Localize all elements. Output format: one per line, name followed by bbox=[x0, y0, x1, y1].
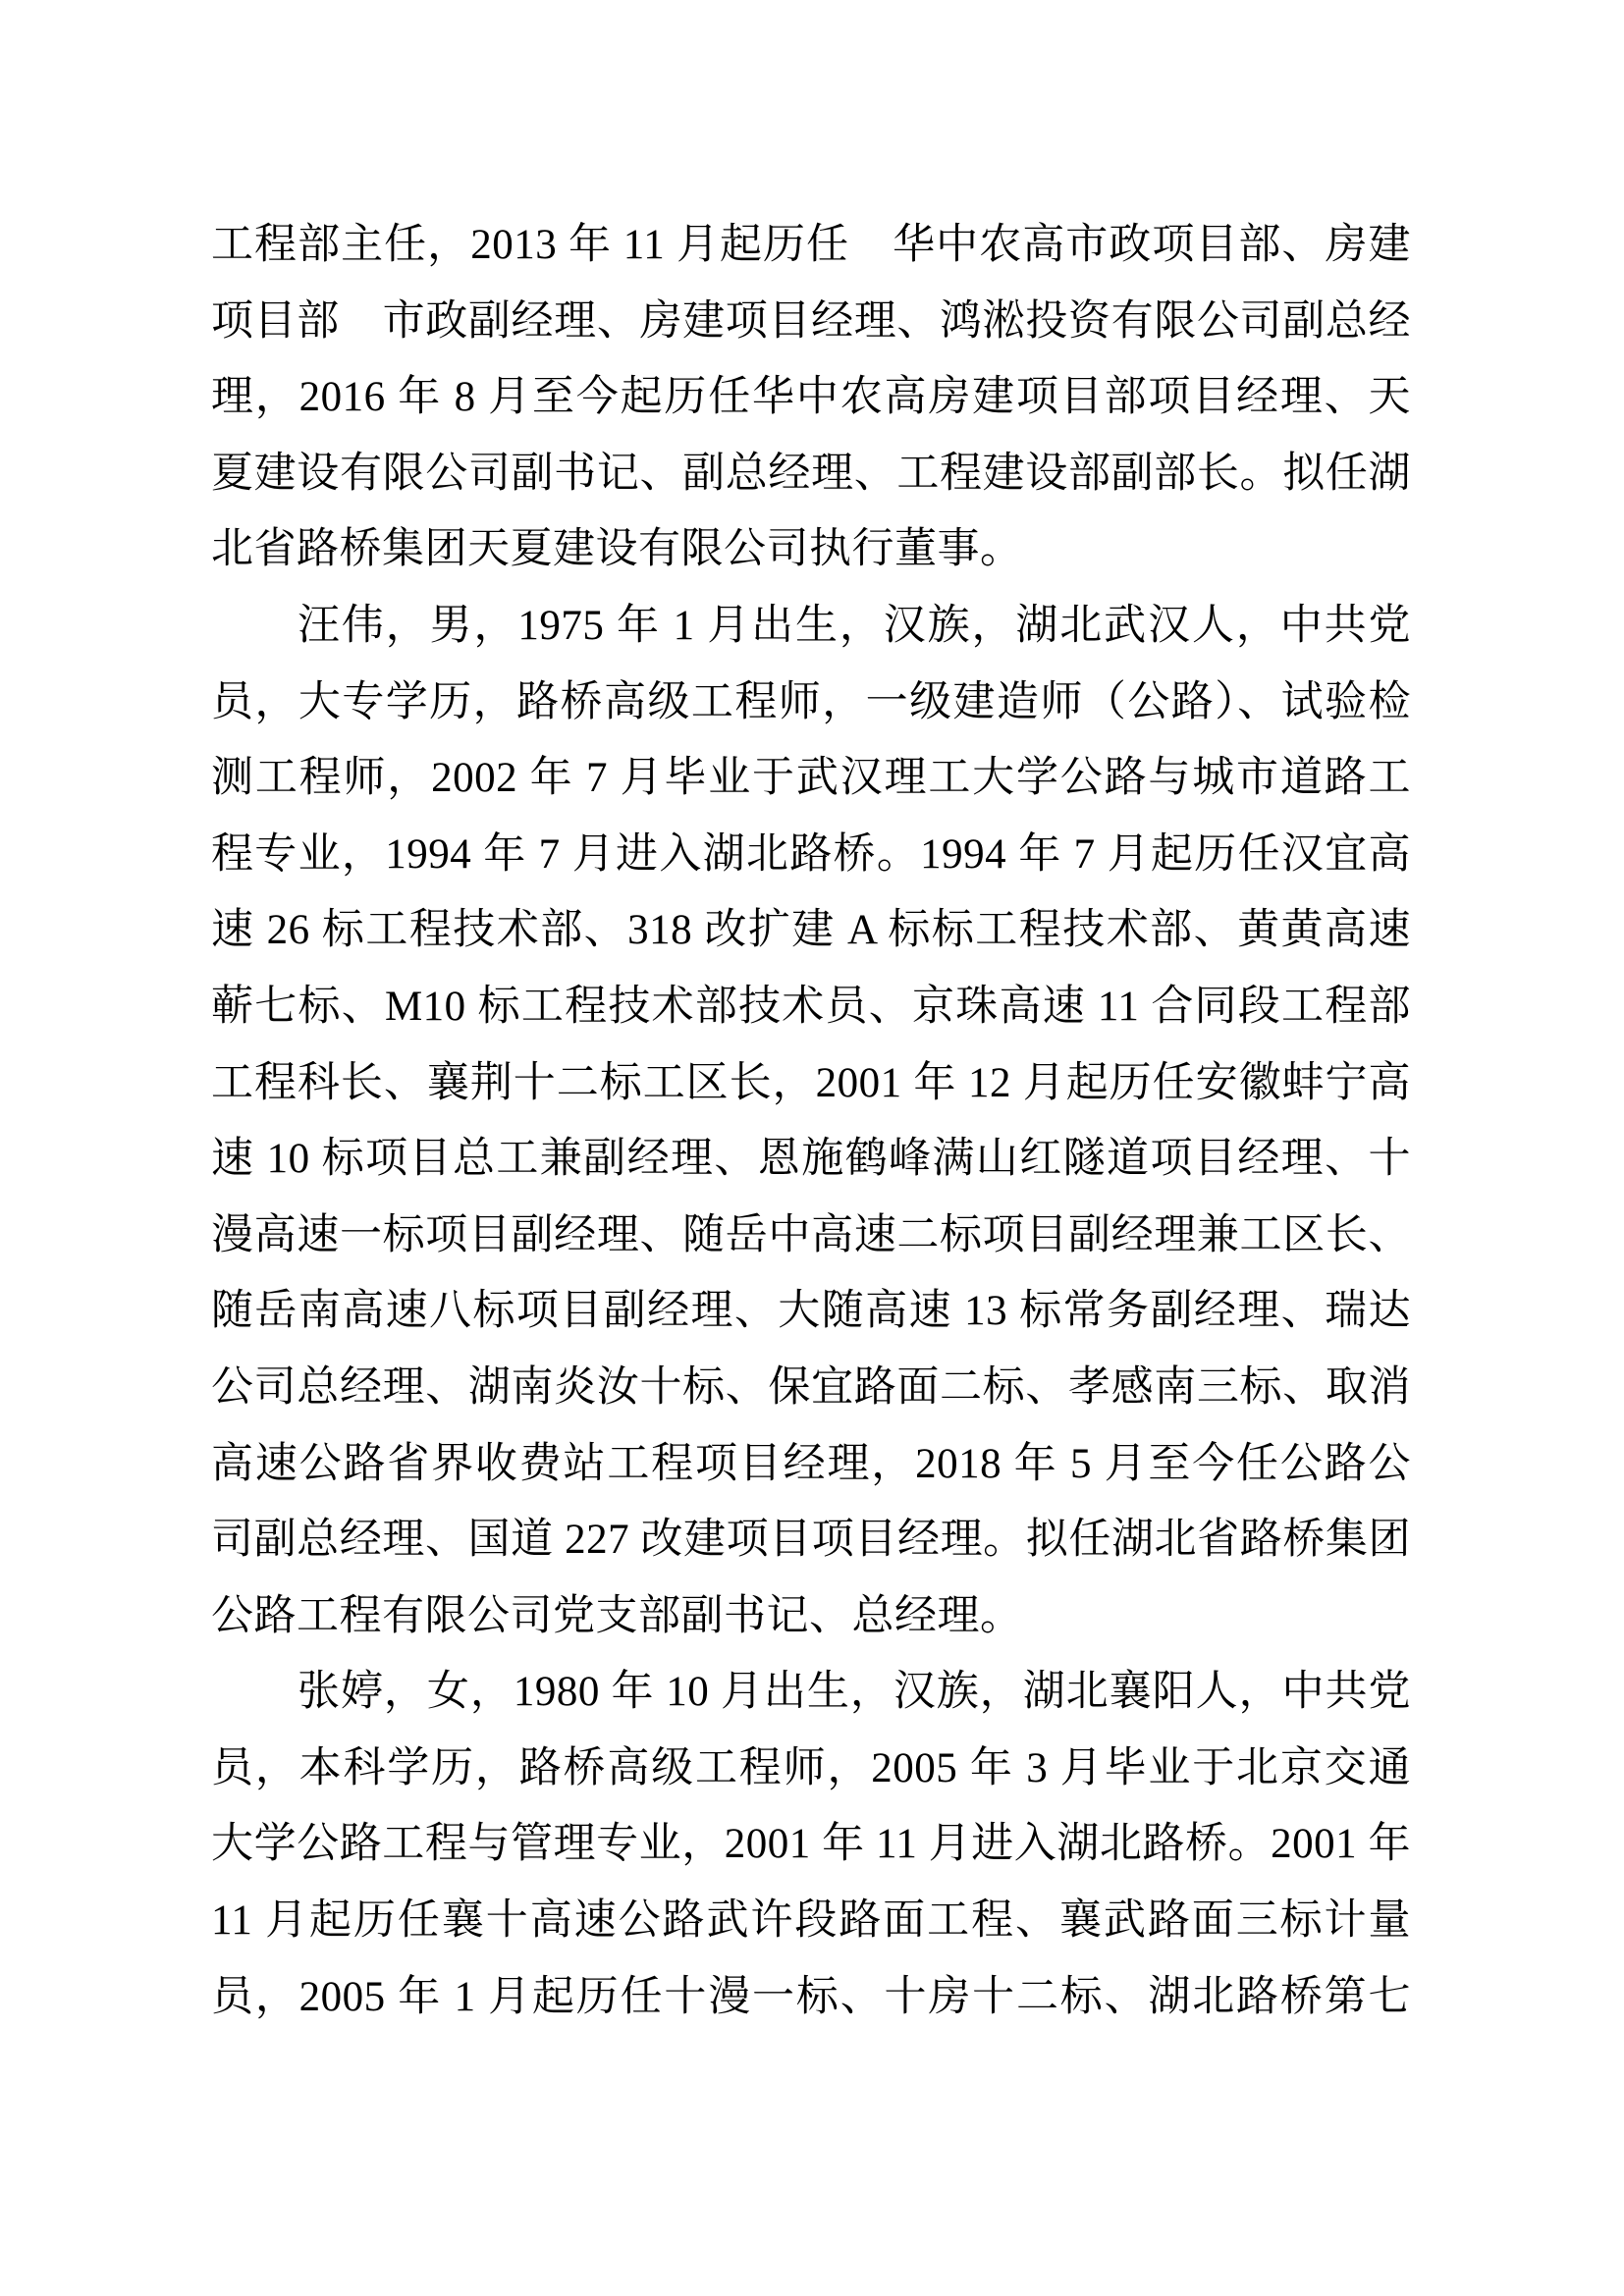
document-text-block bbox=[211, 207, 1411, 2035]
text-line: 速 26 标工程技术部、318 改扩建 A 标标工程技术部、黄黄高速 bbox=[211, 907, 1411, 954]
text-line: 司副总经理、国道 227 改建项目项目经理。拟任湖北省路桥集团 bbox=[211, 1517, 1411, 1564]
text-line: 蕲七标、M10 标工程技术部技术员、京珠高速 11 合同段工程部 bbox=[211, 983, 1411, 1030]
text-line: 项目部 市政副经理、房建项目经理、鸿淞投资有限公司副总经 bbox=[211, 297, 1411, 345]
text-line: 夏建设有限公司副书记、副总经理、工程建设部副部长。拟任湖 bbox=[211, 450, 1411, 497]
text-line: 漫高速一标项目副经理、随岳中高速二标项目副经理兼工区长、 bbox=[211, 1211, 1411, 1258]
text-line: 工程部主任，2013 年 11 月起历任 华中农高市政项目部、房建 bbox=[211, 222, 1411, 268]
text-line: 速 10 标项目总工兼副经理、恩施鹤峰满山红隧道项目经理、十 bbox=[211, 1136, 1411, 1183]
text-line-paragraph-end: 公路工程有限公司党支部副书记、总经理。 bbox=[211, 1592, 1023, 1639]
text-line: 工程科长、襄荆十二标工区长，2001 年 12 月起历任安徽蚌宁高 bbox=[211, 1059, 1411, 1106]
text-line: 测工程师，2002 年 7 月毕业于武汉理工大学公路与城市道路工 bbox=[211, 755, 1411, 802]
text-line: 员，2005 年 1 月起历任十漫一标、十房十二标、湖北路桥第七 bbox=[211, 1973, 1411, 2020]
text-line: 理，2016 年 8 月至今起历任华中农高房建项目部项目经理、天 bbox=[211, 374, 1411, 421]
text-line: 员，大专学历，路桥高级工程师，一级建造师（公路）、试验检 bbox=[211, 678, 1411, 725]
text-line: 高速公路省界收费站工程项目经理，2018 年 5 月至今任公路公 bbox=[211, 1440, 1411, 1487]
text-line: 程专业，1994 年 7 月进入湖北路桥。1994 年 7 月起历任汉宜高 bbox=[211, 830, 1411, 878]
text-line: 公司总经理、湖南炎汝十标、保宜路面二标、孝感南三标、取消 bbox=[211, 1363, 1411, 1411]
text-line: 随岳南高速八标项目副经理、大随高速 13 标常务副经理、瑞达 bbox=[211, 1288, 1411, 1335]
text-line-paragraph-start: 汪伟，男，1975 年 1 月出生，汉族，湖北武汉人，中共党 bbox=[298, 602, 1411, 649]
text-line-paragraph-end: 北省路桥集团天夏建设有限公司执行董事。 bbox=[211, 526, 1023, 573]
text-line-paragraph-start: 张婷，女，1980 年 10 月出生，汉族，湖北襄阳人，中共党 bbox=[298, 1669, 1411, 1716]
text-line: 11 月起历任襄十高速公路武许段路面工程、襄武路面三标计量 bbox=[211, 1897, 1411, 1945]
text-line: 员，本科学历，路桥高级工程师，2005 年 3 月毕业于北京交通 bbox=[211, 1744, 1411, 1791]
text-line: 大学公路工程与管理专业，2001 年 11 月进入湖北路桥。2001 年 bbox=[211, 1821, 1411, 1868]
